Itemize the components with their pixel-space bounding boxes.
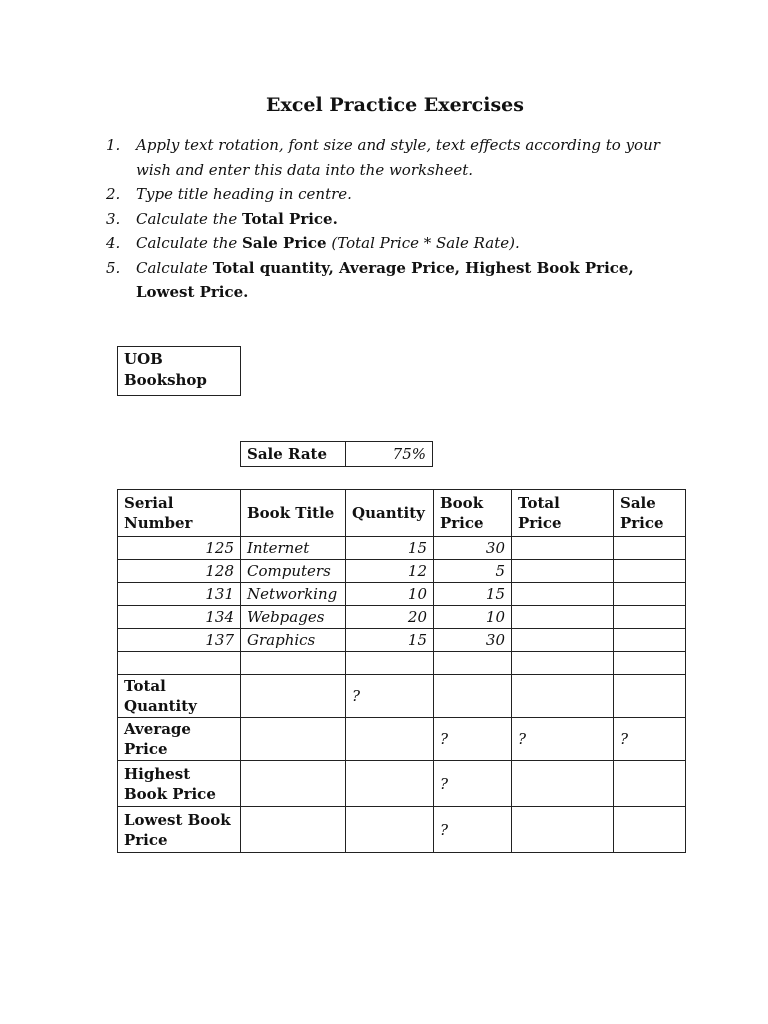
cell-quantity: 15 — [346, 629, 434, 652]
empty-cell — [346, 718, 434, 761]
instruction-item — [100, 256, 680, 305]
cell-serial: 131 — [118, 583, 241, 606]
empty-row — [118, 652, 686, 675]
instruction-text-bold: Total quantity, Average Price, Highest Book Price, Lowest Price. — [136, 258, 634, 301]
cell-quantity: 10 — [346, 583, 434, 606]
table-row — [118, 606, 686, 629]
empty-cell — [346, 652, 434, 675]
instruction-item — [100, 231, 680, 256]
empty-cell — [241, 761, 346, 807]
empty-cell — [434, 675, 512, 718]
cell-title: Internet — [241, 537, 346, 560]
empty-cell — [346, 807, 434, 853]
header-quantity: Quantity — [346, 490, 434, 537]
cell-title: Computers — [241, 560, 346, 583]
instruction-text — [136, 231, 680, 256]
instructions-list — [100, 133, 680, 305]
cell-sale — [614, 560, 686, 583]
table-header-row — [118, 490, 686, 537]
cell-sale — [614, 606, 686, 629]
summary-total-cell: ? — [512, 718, 614, 761]
cell-sale — [614, 537, 686, 560]
cell-total — [512, 629, 614, 652]
instruction-text: Apply text rotation, font size and style, text effects according to your wish and enter this data into the worksheet. — [136, 136, 660, 179]
summary-price-cell: ? — [434, 761, 512, 807]
cell-serial: 128 — [118, 560, 241, 583]
instruction-text — [136, 207, 680, 232]
cell-serial: 137 — [118, 629, 241, 652]
header-serial-number: Serial Number — [118, 490, 241, 537]
header-sale-price: Sale Price — [614, 490, 686, 537]
sale-rate-box — [240, 441, 433, 467]
empty-cell — [614, 807, 686, 853]
instruction-item — [100, 182, 680, 207]
cell-title: Networking — [241, 583, 346, 606]
table-row — [118, 583, 686, 606]
empty-cell — [512, 761, 614, 807]
cell-price: 5 — [434, 560, 512, 583]
summary-row-average-price — [118, 718, 686, 761]
instruction-text-post: (Total Price * Sale Rate). — [326, 234, 520, 252]
cell-quantity: 12 — [346, 560, 434, 583]
empty-cell — [614, 675, 686, 718]
header-book-price: Book Price — [434, 490, 512, 537]
instruction-number: 5. — [106, 258, 121, 277]
cell-price: 10 — [434, 606, 512, 629]
summary-row-highest-price — [118, 761, 686, 807]
summary-label: Highest Book Price — [118, 761, 241, 807]
cell-total — [512, 537, 614, 560]
table-row — [118, 560, 686, 583]
instruction-number: 2. — [106, 185, 121, 203]
cell-price: 15 — [434, 583, 512, 606]
summary-price-cell: ? — [434, 807, 512, 853]
empty-cell — [346, 761, 434, 807]
summary-price-cell: ? — [434, 718, 512, 761]
cell-quantity: 15 — [346, 537, 434, 560]
empty-cell — [241, 807, 346, 853]
empty-cell — [241, 675, 346, 718]
table-row — [118, 537, 686, 560]
instruction-item — [100, 207, 680, 232]
summary-quantity-cell: ? — [346, 675, 434, 718]
empty-cell — [614, 761, 686, 807]
instruction-item — [100, 133, 680, 182]
empty-cell — [512, 652, 614, 675]
header-book-title: Book Title — [241, 490, 346, 537]
empty-cell — [614, 652, 686, 675]
summary-row-lowest-price — [118, 807, 686, 853]
empty-cell — [241, 652, 346, 675]
instruction-text: Type title heading in centre. — [136, 185, 352, 203]
summary-row-total-quantity — [118, 675, 686, 718]
cell-price: 30 — [434, 629, 512, 652]
cell-serial: 134 — [118, 606, 241, 629]
instruction-text-pre: Calculate the — [136, 209, 243, 228]
instruction-text-pre: Calculate — [136, 258, 213, 277]
sale-rate-label: Sale Rate — [241, 442, 346, 467]
cell-sale — [614, 583, 686, 606]
cell-title: Webpages — [241, 606, 346, 629]
page-title: Excel Practice Exercises — [266, 94, 524, 116]
summary-label: Total Quantity — [118, 675, 241, 718]
summary-label: Average Price — [118, 718, 241, 761]
cell-total — [512, 606, 614, 629]
book-table — [117, 489, 686, 853]
cell-total — [512, 583, 614, 606]
instruction-number: 4. — [106, 234, 121, 252]
empty-cell — [434, 652, 512, 675]
cell-total — [512, 560, 614, 583]
cell-price: 30 — [434, 537, 512, 560]
empty-cell — [512, 807, 614, 853]
cell-title: Graphics — [241, 629, 346, 652]
sale-rate-value: 75% — [346, 442, 433, 467]
instruction-number: 3. — [106, 209, 121, 228]
instruction-number: 1. — [106, 136, 121, 154]
header-total-price: Total Price — [512, 490, 614, 537]
instruction-text-bold: Sale Price — [242, 234, 327, 252]
shop-name-box — [117, 346, 241, 396]
summary-sale-cell: ? — [614, 718, 686, 761]
empty-cell — [118, 652, 241, 675]
cell-quantity: 20 — [346, 606, 434, 629]
instruction-text-bold: Total Price. — [242, 209, 338, 228]
empty-cell — [241, 718, 346, 761]
table-row — [118, 629, 686, 652]
instruction-text — [136, 256, 680, 305]
cell-sale — [614, 629, 686, 652]
summary-label: Lowest Book Price — [118, 807, 241, 853]
instruction-text-pre: Calculate the — [136, 234, 243, 252]
cell-serial: 125 — [118, 537, 241, 560]
empty-cell — [512, 675, 614, 718]
shop-name: UOB Bookshop — [118, 347, 241, 396]
